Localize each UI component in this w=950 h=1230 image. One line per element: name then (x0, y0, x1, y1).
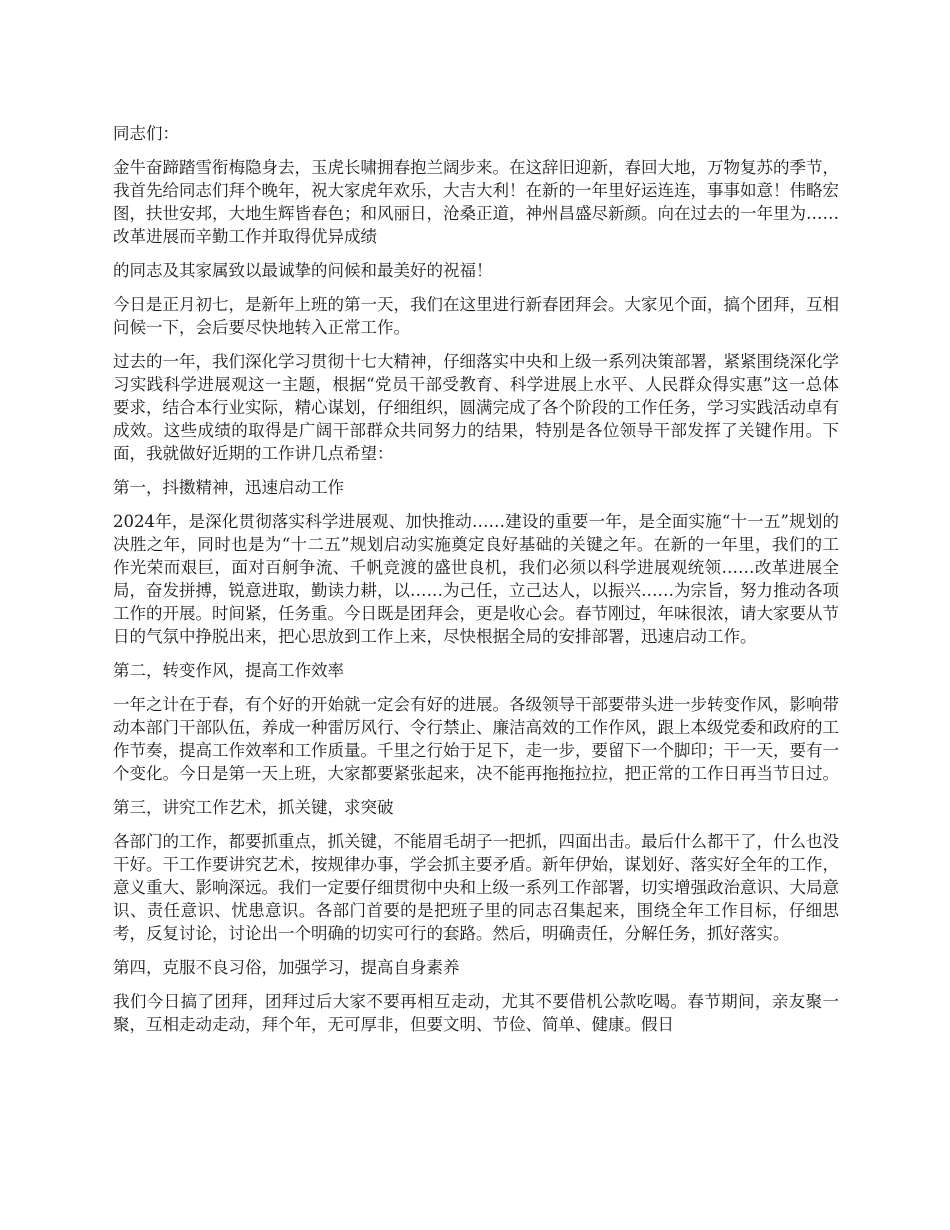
document-body (113, 122, 839, 1047)
section-heading: 第二，转变作风，提高工作效率 (113, 661, 344, 680)
section-heading: 第四，克服不良习俗，加强学习，提高自身素养 (113, 958, 460, 977)
body-paragraph: 2024年，是深化贯彻落实科学进展观、加快推动……建设的重要一年，是全面实施“十一五”规划的决胜之年，同时也是为“十二五”规划启动实施奠定良好基础的关键之年。在新的一年里，我们的工作光荣而艰巨，面对百舸争流、千帆竞渡的盛世良机，我们必须以科学进展观统领……改革进展全局，奋发拼搏，锐意进取，勤读力耕，以……为己任，立己达人，以振兴……为宗旨，努力推动各项工作的开展。时间紧，任务重。今日既是团拜会，更是收心会。春节刚过，年味很浓，请大家要从节日的气氛中挣脱出来，把心思放到工作上来，尽快根据全局的安排部署，迅速启动工作。 (113, 512, 839, 646)
section-heading: 第三，讲究工作艺术，抓关键，求突破 (113, 798, 394, 817)
salutation: 同志们： (113, 124, 179, 143)
body-paragraph: 过去的一年，我们深化学习贯彻十七大精神，仔细落实中央和上级一系列决策部署，紧紧围绕深化学习实践科学进展观这一主题，根据“党员干部受教育、科学进展上水平、人民群众得实惠”这一总体要求，结合本行业实际，精心谋划，仔细组织，圆满完成了各个阶段的工作任务，学习实践活动卓有成效。这些成绩的取得是广阔干部群众共同努力的结果，特别是各位领导干部发挥了关键作用。下面，我就做好近期的工作讲几点希望： (113, 352, 839, 463)
body-paragraph: 的同志及其家属致以最诚挚的问候和最美好的祝福！ (113, 261, 493, 280)
body-paragraph: 今日是正月初七，是新年上班的第一天，我们在这里进行新春团拜会。大家见个面，搞个团拜，互相问候一下，会后要尽快地转入正常工作。 (113, 295, 839, 337)
body-paragraph: 金牛奋蹄踏雪衔梅隐身去，玉虎长啸拥春抱兰阔步来。在这辞旧迎新，春回大地，万物复苏的季节，我首先给同志们拜个晚年，祝大家虎年欢乐，大吉大利！在新的一年里好运连连，事事如意！伟略宏图，扶世安邦，大地生辉皆春色；和风丽日，沧桑正道，神州昌盛尽新颜。向在过去的一年里为……改革进展而辛勤工作并取得优异成绩 (113, 158, 839, 246)
body-paragraph: 我们今日搞了团拜，团拜过后大家不要再相互走动，尤其不要借机公款吃喝。春节期间，亲友聚一聚，互相走动走动，拜个年，无可厚非，但要文明、节俭、简单、健康。假日 (113, 992, 839, 1034)
section-heading: 第一，抖擞精神，迅速启动工作 (113, 478, 344, 497)
body-paragraph: 各部门的工作，都要抓重点，抓关键，不能眉毛胡子一把抓，四面出击。最后什么都干了，什么也没干好。干工作要讲究艺术，按规律办事，学会抓主要矛盾。新年伊始，谋划好、落实好全年的工作，意义重大、影响深远。我们一定要仔细贯彻中央和上级一系列工作部署，切实增强政治意识、大局意识、责任意识、忧患意识。各部门首要的是把班子里的同志召集起来，围绕全年工作目标，仔细思考，反复讨论，讨论出一个明确的切实可行的套路。然后，明确责任，分解任务，抓好落实。 (113, 832, 839, 943)
body-paragraph: 一年之计在于春，有个好的开始就一定会有好的进展。各级领导干部要带头进一步转变作风，影响带动本部门干部队伍，养成一种雷厉风行、令行禁止、廉洁高效的工作作风，跟上本级党委和政府的工作节奏，提高工作效率和工作质量。千里之行始于足下，走一步，要留下一个脚印；干一天，要有一个变化。今日是第一天上班，大家都要紧张起来，决不能再拖拖拉拉，把正常的工作日再当节日过。 (113, 695, 839, 783)
